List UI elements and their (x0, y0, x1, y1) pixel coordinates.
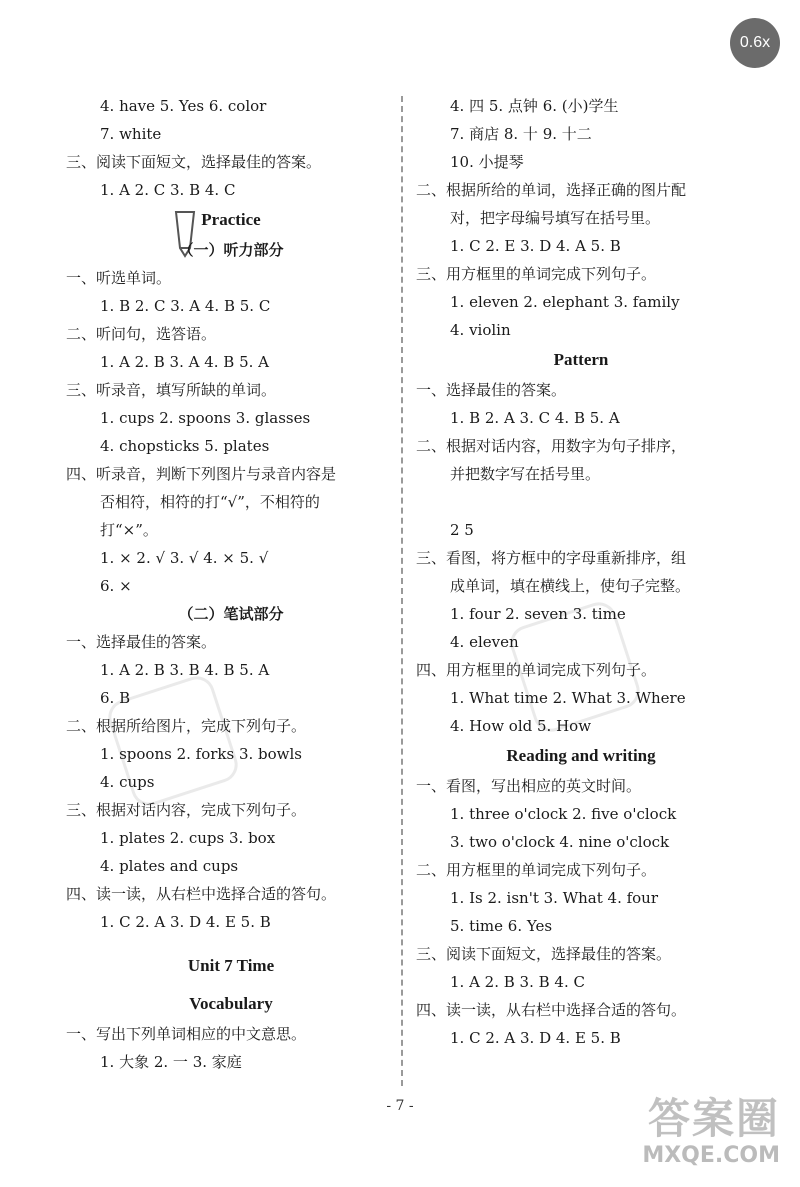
answer-line: 1. 大象 2. 一 3. 家庭 (100, 1053, 242, 1071)
section-instruction: 一、选择最佳的答案。 (66, 633, 217, 651)
answer-line: 2 5 (450, 521, 474, 539)
section-instruction: 四、读一读，从右栏中选择合适的答句。 (66, 885, 337, 903)
section-instruction: 三、听录音，填写所缺的单词。 (66, 381, 277, 399)
answer-line: 1. Is 2. isn't 3. What 4. four (450, 889, 659, 907)
answer-line: 1. A 2. B 3. B 4. B 5. A (100, 661, 270, 679)
section-instruction: 一、听选单词。 (66, 269, 172, 287)
answer-line: 4. violin (450, 321, 511, 339)
answer-line: 1. cups 2. spoons 3. glasses (100, 409, 311, 427)
section-heading: Vocabulary (189, 994, 273, 1013)
section-instruction: 三、阅读下面短文，选择最佳的答案。 (66, 153, 322, 171)
section-heading: Practice (201, 210, 261, 229)
right-column (416, 92, 746, 1052)
section-instruction: 二、根据对话内容，用数字为句子排序， (416, 437, 687, 455)
answer-line: 4. chopsticks 5. plates (100, 437, 270, 455)
answer-line: 1. three o'clock 2. five o'clock (450, 805, 677, 823)
answer-line: 10. 小提琴 (450, 153, 524, 171)
section-heading: Pattern (553, 350, 609, 369)
answer-line: 1. A 2. C 3. B 4. C (100, 181, 236, 199)
answer-line: 1. × 2. √ 3. √ 4. × 5. √ (100, 549, 269, 567)
section-instruction: 四、读一读，从右栏中选择合适的答句。 (416, 1001, 687, 1019)
answer-line (416, 488, 746, 516)
section-instruction: 一、选择最佳的答案。 (416, 381, 567, 399)
answer-line: 7. 商店 8. 十 9. 十二 (450, 125, 592, 143)
watermark-logo (604, 1095, 780, 1177)
section-instruction: 二、用方框里的单词完成下列句子。 (416, 861, 657, 879)
section-instruction: 一、看图，写出相应的英文时间。 (416, 777, 642, 795)
answer-line: 1. B 2. C 3. A 4. B 5. C (100, 297, 271, 315)
answer-line: 4. have 5. Yes 6. color (100, 97, 267, 115)
answer-line: 1. What time 2. What 3. Where (450, 689, 686, 707)
answer-line: 6. × (100, 577, 132, 595)
left-column (66, 92, 396, 1076)
section-heading: Reading and writing (506, 746, 656, 765)
answer-line: 4. cups (100, 773, 155, 791)
section-instruction: 三、根据对话内容，完成下列句子。 (66, 801, 307, 819)
watermark-brand: 答案圈 (647, 1094, 780, 1143)
section-instruction: 二、根据所给图片，完成下列句子。 (66, 717, 307, 735)
page-number: - 7 - (386, 1098, 414, 1114)
spacer (66, 936, 396, 950)
section-instruction: 四、听录音，判断下列图片与录音内容是 (66, 465, 337, 483)
answer-line: 1. C 2. A 3. D 4. E 5. B (450, 1029, 621, 1047)
section-instruction: 三、用方框里的单词完成下列句子。 (416, 265, 657, 283)
answer-line: 5. time 6. Yes (450, 917, 553, 935)
answer-line: 1. A 2. B 3. A 4. B 5. A (100, 353, 270, 371)
watermark-url: MXQE.COM (642, 1143, 780, 1168)
answer-line: 4. 四 5. 点钟 6. (小)学生 (450, 97, 619, 115)
answer-line: 4. plates and cups (100, 857, 239, 875)
zoom-level-badge[interactable]: 0.6x (730, 18, 780, 68)
answer-line: 1. C 2. E 3. D 4. A 5. B (450, 237, 621, 255)
section-instruction: 三、阅读下面短文，选择最佳的答案。 (416, 945, 672, 963)
section-instruction: 一、写出下列单词相应的中文意思。 (66, 1025, 307, 1043)
answer-line: 1. C 2. A 3. D 4. E 5. B (100, 913, 271, 931)
answer-line: 1. A 2. B 3. B 4. C (450, 973, 585, 991)
answer-line: 1. spoons 2. forks 3. bowls (100, 745, 303, 763)
answer-line: 4. How old 5. How (450, 717, 592, 735)
section-instruction: 三、看图，将方框中的字母重新排序，组 (416, 549, 687, 567)
answer-line: 3. two o'clock 4. nine o'clock (450, 833, 670, 851)
column-divider (401, 96, 403, 1086)
instruction-continuation: 打“×”。 (100, 521, 158, 539)
section-instruction: 四、用方框里的单词完成下列句子。 (416, 661, 657, 679)
instruction-continuation: 成单词，填在横线上，使句子完整。 (450, 577, 691, 595)
answer-line: 7. white (100, 125, 162, 143)
answer-line: 4. eleven (450, 633, 519, 651)
instruction-continuation: 否相符，相符的打“√”，不相符的 (100, 493, 320, 511)
section-instruction: 二、根据所给的单词，选择正确的图片配 (416, 181, 687, 199)
instruction-continuation: 并把数字写在括号里。 (450, 465, 601, 483)
answer-line: 1. B 2. A 3. C 4. B 5. A (450, 409, 620, 427)
subsection-heading: （二）笔试部分 (178, 605, 284, 623)
answer-line: 1. four 2. seven 3. time (450, 605, 626, 623)
instruction-continuation: 对，把字母编号填写在括号里。 (450, 209, 661, 227)
subsection-heading: （一）听力部分 (178, 241, 284, 259)
section-instruction: 二、听问句，选答语。 (66, 325, 217, 343)
answer-line: 1. plates 2. cups 3. box (100, 829, 276, 847)
answer-line: 6. B (100, 689, 131, 707)
unit-title: Unit 7 Time (187, 956, 275, 975)
answer-line: 1. eleven 2. elephant 3. family (450, 293, 680, 311)
